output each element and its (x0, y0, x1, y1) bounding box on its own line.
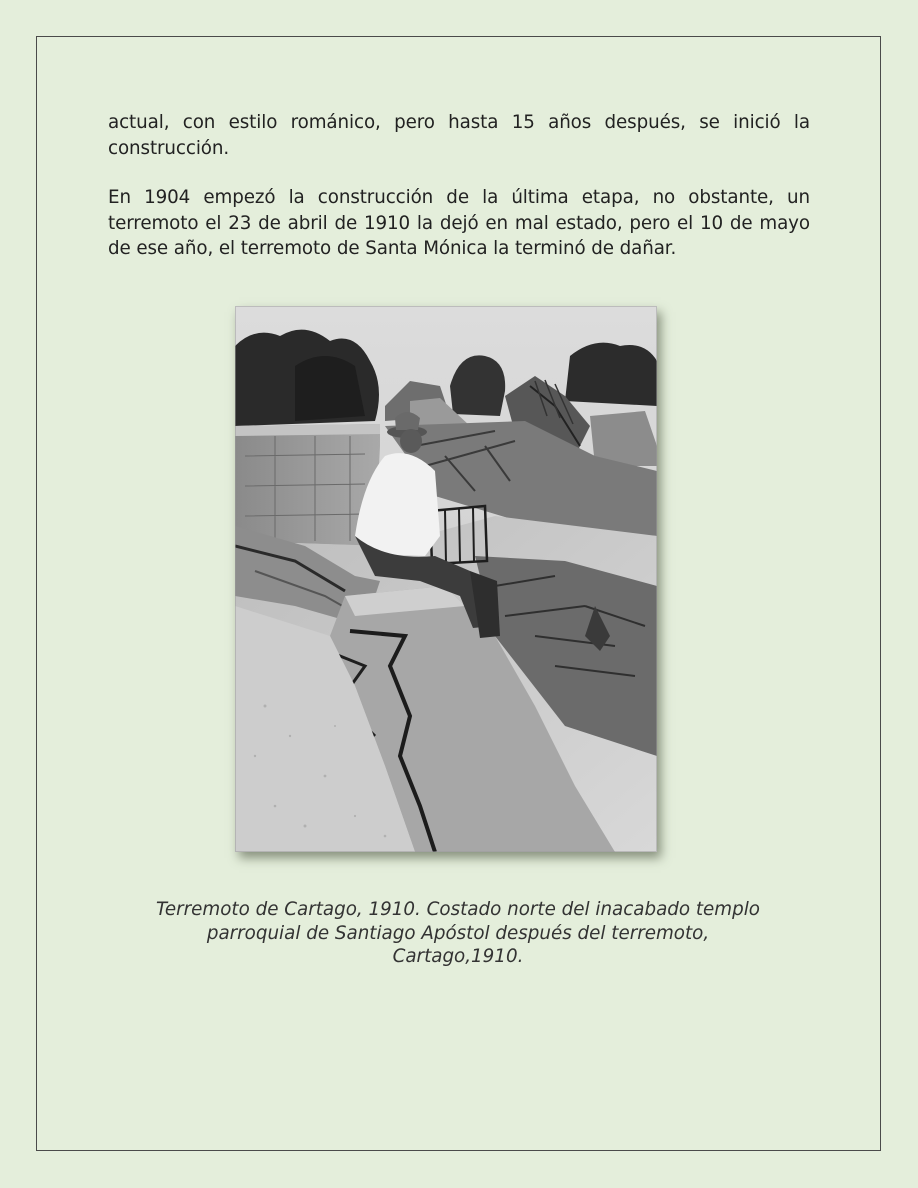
caption-line-2: parroquial de Santiago Apóstol después del terremoto, (206, 922, 710, 944)
paragraph-1: actual, con estilo románico, pero hasta 15 años después, se inició la construcción. (108, 112, 810, 159)
caption-line-3: Cartago,1910. (392, 946, 524, 967)
historical-photo (235, 306, 657, 852)
caption-line-1: Terremoto de Cartago, 1910. Costado norte del inacabado templo (156, 899, 760, 920)
photo-caption (100, 898, 816, 969)
paragraph-2: En 1904 empezó la construcción de la última etapa, no obstante, un terremoto el 23 de abril de 1910 la dejó en mal estado, pero el 10 de mayo de ese año, el terremoto de Santa Mónica la terminó de dañar. (108, 187, 810, 259)
earthquake-ruins-photo-icon (235, 306, 657, 852)
